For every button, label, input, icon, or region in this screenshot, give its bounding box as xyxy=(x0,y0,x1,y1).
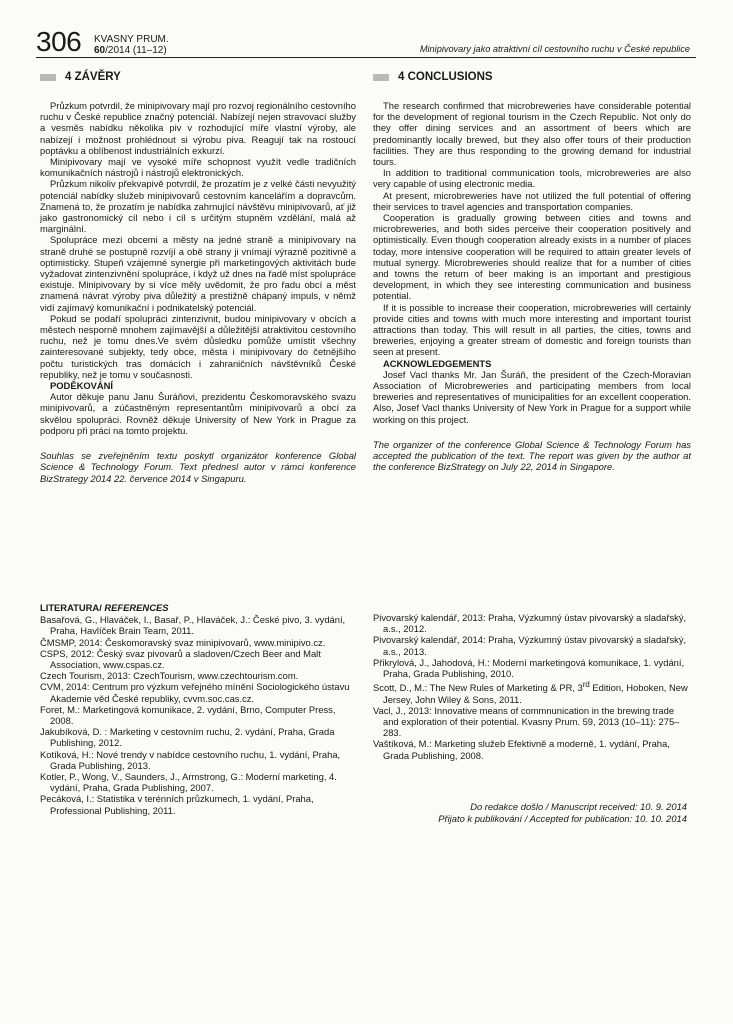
acknowledgements-heading-en: ACKNOWLEDGEMENTS xyxy=(383,357,492,369)
section-heading-text: 4 CONCLUSIONS xyxy=(398,71,493,83)
page-number: 306 xyxy=(36,26,82,57)
paragraph: Pokud se podaří spolupráci zintenzivnit, budou minipivovary v obcích a městech nesporně mnohem zajímavější a důležitější atraktivitou cestovního ruchu, než je tomu dnes.Ve svém důsledku pomůže umístit všechny zainteresované subjekty, tedy obce, města i minipivovary do četnějšího počtu turistických tras domácích i zahraničních návštěvníků České republiky, než je tomu v současnosti. xyxy=(40,312,356,380)
reference-item-scott xyxy=(373,679,691,705)
header-rule xyxy=(36,57,696,58)
page-header xyxy=(36,22,696,58)
paragraph: The research confirmed that microbreweries have considerable potential for the development of regional tourism in the Czech Republic. Not only do they offer dining services and an assortment of beers which are predominantly locally brewed, but they also offer tours of their production facilities. They are thus responding to the growing demand for industrial tours. xyxy=(373,100,691,168)
paragraph: Průzkum potvrdil, že minipivovary mají pro rozvoj regionálního cestovního ruchu v České republice značný potenciál. Nabízejí nejen stravovací služby a vesměs nabídku několika piv v rozhodující míře vlastní výroby, ale nabízejí i možnost prohlédnout si výrobu piva. Reagují tak na rostoucí poptávku a oblíbenost industriálních exkurzí. xyxy=(40,100,356,156)
reference-item: CSPS, 2012: Český svaz pivovarů a sladoven/Czech Beer and Malt Association, www.cspas.cz. xyxy=(40,647,321,671)
reference-item: Basařová, G., Hlaváček, I., Basař, P., Hlaváček, J.: České pivo, 3. vydání, Praha, Havlíček Brain Team, 2011. xyxy=(40,614,346,637)
reference-item: Pivovarský kalendář, 2013: Praha, Výzkumný ústav pivovarský a sladařský, a.s., 2012. xyxy=(373,612,687,635)
reference-item: Czech Tourism, 2013: CzechTourism, www.czechtourism.com. xyxy=(40,670,299,682)
scott-superscript: rd xyxy=(582,680,590,690)
paragraph: Cooperation is gradually growing between cities and towns and microbreweries, and both sides perceive their cooperation positively and optimistically. Even though cooperation already exists in a number of places today, more intensive cooperation will be required to attain greater levels of mutual synergy. Microbreweries should realize that for a number of cities and towns the return of beer making is an important and prestigious development, in which they see interesting communication and business potential. xyxy=(373,212,691,302)
heading-marker xyxy=(40,74,56,81)
heading-marker xyxy=(373,74,389,81)
section-heading-cz xyxy=(40,70,356,84)
paragraph: If it is possible to increase their cooperation, microbreweries will certainly provide cities and towns with much more interesting and important tourist attractions than today. This will result in all parties, the cities, towns and breweries, enjoying a greater stream of domestic and foreign tourists than seen at present. xyxy=(373,301,691,358)
paragraph: Spolupráce mezi obcemi a městy na jedné straně a minipivovary na straně druhé se postupně rozvíjí a obě strany ji vnímají výrazně pozitivně a optimisticky. Stupeň vzájemné synergie při marketingových aktivitách bude vyžadovat zintenzivnění spolupráce, i když už dnes na řadě míst spolupráce existuje. Minipivovary by si více měly uvědomit, že pro řadu obcí a měst znamená návrat výroby piva důležitý a prestižně chápaný impuls, v němž vidí zajímavý komunikační i podnikatelský potenciál. xyxy=(40,234,356,313)
reference-item: Pivovarský kalendář, 2014: Praha, Výzkumný ústav pivovarský a sladařský, a.s., 2013. xyxy=(373,634,687,657)
paragraph: In addition to traditional communication tools, microbreweries are also very capable of using electronic media. xyxy=(373,167,691,190)
scott-text-rest: Edition, Hoboken, New Jersey, John Wiley & Sons, 2011. xyxy=(383,682,688,705)
reference-item: CVM, 2014: Centrum pro výzkum veřejného mínění Sociologického ústavu Akademie věd České republiky, cvvm.soc.cas.cz. xyxy=(40,681,350,704)
paragraph: At present, microbreweries have not utilized the full potential of offering their services to travel agencies and transportation companies. xyxy=(373,189,691,212)
reference-item: ČMSMP, 2014: Českomoravský svaz minipivovarů, www.minipivo.cz. xyxy=(40,636,326,648)
references-heading-cz: LITERATURA/ xyxy=(40,602,105,613)
acknowledgements-text-en: Josef Vacl thanks Mr. Jan Šuráň, the president of the Czech-Moravian Association of Microbreweries and participating members from local breweries and representatives of municipalities for an excellent cooperation. Also, Josef Vacl thanks University of New York in Prague for a support while working on this project. xyxy=(373,368,691,425)
scott-text: Scott, D., M.: The New Rules of Marketing & PR, 3 xyxy=(373,682,583,694)
acknowledgements-text-cz: Autor děkuje panu Janu Šuráňovi, prezidentu Českomoravského svazu minipivovarů, a zúčastněným representantům minipivovarů a obcí za skvělou spolupráci. Rovněž děkuje University of New York in Prague za podporu při práci na tomto projektu. xyxy=(40,391,356,436)
journal-issue xyxy=(94,45,167,56)
references-heading xyxy=(40,602,358,613)
conference-note-en: The organizer of the conference Global Science & Technology Forum has accepted the publication of the text. The report was given by the author at the conference BizStrategy on July 22, 2014 in Singapore. xyxy=(373,438,691,473)
manuscript-received: Do redakce došlo / Manuscript received: 10. 9. 2014 xyxy=(470,801,687,812)
paragraph: Minipivovary mají ve vysoké míře schopnost využít vedle tradičních komunikačních nástrojů i nástrojů elektronických. xyxy=(40,156,356,179)
acknowledgements-heading-cz: PODĚKOVÁNÍ xyxy=(50,380,114,392)
issue-year: /2014 (11–12) xyxy=(105,45,167,56)
reference-item: Foret, M.: Marketingová komunikace, 2. vydání, Brno, Computer Press, 2008. xyxy=(40,703,336,727)
section-heading-en xyxy=(373,70,691,84)
conference-note-cz: Souhlas se zveřejněním textu poskytl organizátor konference Global Science & Technology Forum. Text přednesl autor v rámci konference BizStrategy 2014 22. července 2014 v Singapuru. xyxy=(40,450,356,484)
reference-item: Kotíková, H.: Nové trendy v nabídce cestovního ruchu, 1. vydání, Praha, Grada Publishing, 2013. xyxy=(40,748,341,771)
reference-item: Jakubíková, D. : Marketing v cestovním ruchu, 2. vydání, Praha, Grada Publishing, 2012. xyxy=(40,726,335,749)
running-title: Minipivovary jako atraktivní cíl cestovního ruchu v České republice xyxy=(419,44,690,54)
references-heading-en: REFERENCES xyxy=(104,602,169,613)
references-left xyxy=(40,602,358,816)
paragraph: Průzkum nikoliv překvapivě potvrdil, že prozatím je z velké části nevyužitý potenciál nabídky služeb minipivovarů cestovním kancelářím a dopravcům. Znamená to, že prozatím je nabídka zahrnující návštěvu minipivovarů, ať již jako gastronomický cíl nebo i cíl s určitým stupněm vzdělání, malá až marginální. xyxy=(40,178,356,235)
journal-name: KVASNY PRUM. xyxy=(94,34,169,45)
references-right xyxy=(373,612,691,761)
reference-item: Vacl, J., 2013: Innovative means of commnunication in the brewing trade and exploration of their potential. Kvasny Prum. 59, 2013 (10–11): 275–283. xyxy=(373,704,680,739)
accepted-for-publication: Přijato k publikování / Accepted for publication: 10. 10. 2014 xyxy=(438,812,687,824)
reference-item: Pecáková, I.: Statistika v terénních průzkumech, 1. vydání, Praha, Professional Publishing, 2011. xyxy=(40,793,314,816)
english-column xyxy=(373,70,691,473)
section-heading-text: 4 ZÁVĚRY xyxy=(65,71,121,83)
reference-item: Kotler, P., Wong, V., Saunders, J., Armstrong, G.: Moderní marketing, 4. vydání, Praha, Grada Publishing, 2007. xyxy=(40,771,337,794)
received-dates xyxy=(438,801,687,824)
czech-column xyxy=(40,70,356,484)
reference-item: Přikrylová, J., Jahodová, H.: Moderní marketingová komunikace, 1. vydání, Praha, Grada Publishing, 2010. xyxy=(373,656,685,680)
reference-item: Vaštíková, M.: Marketing služeb Efektivně a moderně, 1. vydání, Praha, Grada Publishing, 2008. xyxy=(373,738,670,761)
issue-volume: 60 xyxy=(94,45,106,56)
